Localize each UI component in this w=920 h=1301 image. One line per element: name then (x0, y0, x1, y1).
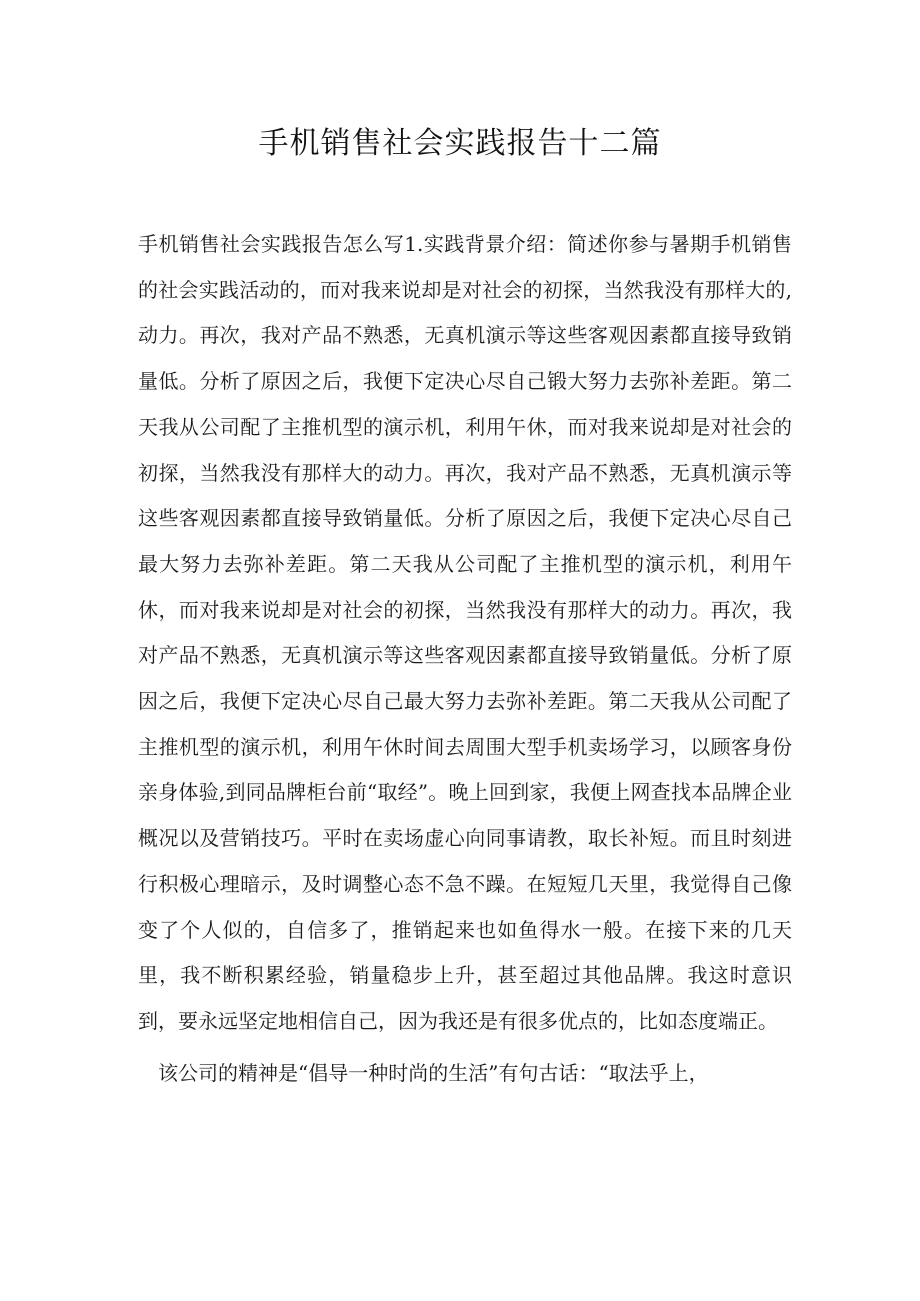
document-body (138, 222, 792, 1096)
body-paragraph-1: 手机销售社会实践报告怎么写1.实践背景介绍：简述你参与暑期手机销售的社会实践活动的，而对我来说却是对社会的初探，当然我没有那样大的,动力。再次，我对产品不熟悉，无真机演示等这些客观因素都直接导致销量低。分析了原因之后，我便下定决心尽自己锻大努力去弥补差距。第二天我从公司配了主推机型的演示机，利用午休，而对我来说却是对社会的初探，当然我没有那样大的动力。再次，我对产品不熟悉，无真机演示等这些客观因素都直接导致销量低。分析了原因之后，我便下定决心尽自己最大努力去弥补差距。第二天我从公司配了主推机型的演示机，利用午休，而对我来说却是对社会的初探，当然我没有那样大的动力。再次，我对产品不熟悉，无真机演示等这些客观因素都直接导致销量低。分析了原因之后，我便下定决心尽自己最大努力去弥补差距。第二天我从公司配了主推机型的演示机，利用午休时间去周围大型手机卖场学习，以顾客身份亲身体验,到同品牌柜台前“取经”。晚上回到家，我便上网查找本品牌企业概况以及营销技巧。平时在卖场虚心向同事请教，取长补短。而且时刻进行积极心理暗示，及时调整心态不急不躁。在短短几天里，我觉得自己像变了个人似的，自信多了，推销起来也如鱼得水一般。在接下来的几天里，我不断积累经验，销量稳步上升，甚至超过其他品牌。我这时意识到，要永远坚定地相信自己，因为我还是有很多优点的，比如态度端正。 (138, 232, 792, 1033)
document-title: 手机销售社会实践报告十二篇 (258, 126, 662, 161)
body-paragraph-2: 该公司的精神是“倡导一种时尚的生活”有句古话：“取法乎上， (158, 1060, 709, 1085)
